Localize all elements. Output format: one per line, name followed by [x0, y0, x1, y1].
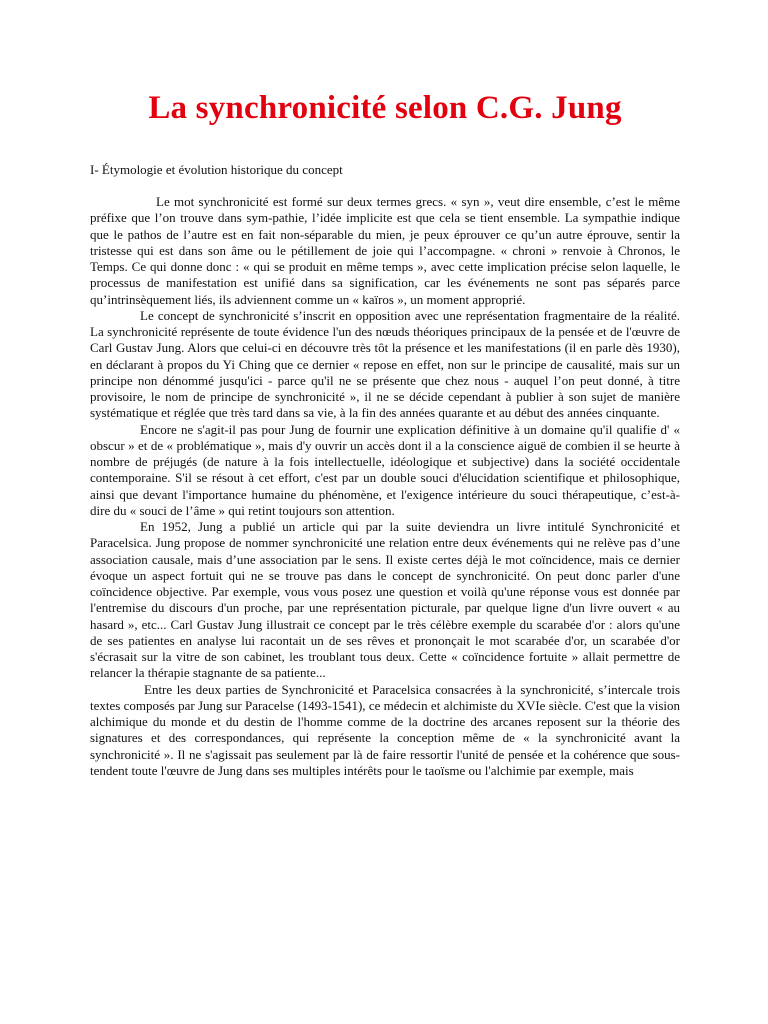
paragraph-concept: Le concept de synchronicité s’inscrit en opposition avec une représentation fragmentaire de la réalité. La synchronicité représente de toute évidence l'un des nœuds théoriques principaux de la pensée et de l'œuvre de Carl Gustav Jung. Alors que celui-ci en découvre très tôt la présence et les manifestations (il en parle dès 1930), en déclarant à propos du Yi Ching que ce dernier « repose en effet, non sur le principe de causalité, mais sur un principe non dénommé jusqu'ici - parce qu'il ne se présente que chez nous - auquel l’on peut donné, à titre provisoire, le nom de principe de synchronicité », il ne se décide cependant à publier à son sujet de manière systématique et réglée que très tard dans sa vie, à la fin des années quarante et au début des années cinquante. [90, 307, 680, 421]
section-heading: I- Étymologie et évolution historique du concept [90, 162, 343, 177]
document-title: La synchronicité selon C.G. Jung [148, 90, 622, 126]
paragraph-explanation: Encore ne s'agit-il pas pour Jung de fournir une explication définitive à un domaine qu'il qualifie d' « obscur » et de « problématique », mais d'y ouvrir un accès dont il a la conscience aiguë de combien il se heurte à nombre de préjugés (de nature à la fois intellectuelle, idéologique et subjective) dans la société occidentale contemporaine. S'il se résout à cet effort, c'est par un double souci d'élucidation scientifique et philosophique, ainsi que devant l'importance humaine du phénomène, et l'exigence intérieure du souci thérapeutique, c’est-à-dire du « souci de l’âme » qui retint toujours son attention. [90, 421, 680, 518]
document-body [90, 194, 680, 779]
paragraph-etymology: Le mot synchronicité est formé sur deux termes grecs. « syn », veut dire ensemble, c’est le même préfixe que l’on trouve dans sym-pathie, l’idée implicite est que cela se tient ensemble. La sympathie indique que le pathos de l’autre est en fait non-séparable du mien, je peux éprouver ce qu’un autre éprouve, sentir la tristesse qui est dans son âme ou le pétillement de joie qui l’accompagne. « chroni » renvoie à Chronos, le Temps. Ce qui donne donc : « qui se produit en même temps », avec cette implication précise selon laquelle, le processus de manifestation est unifié dans sa signification, car les événements ne sont pas séparés parce qu’intrinsèquement liés, ils adviennent comme un « kaïros », un moment approprié. [90, 194, 680, 307]
paragraph-1952: En 1952, Jung a publié un article qui par la suite deviendra un livre intitulé Synchronicité et Paracelsica. Jung propose de nommer synchronicité une relation entre deux événements qui ne relève pas d’une association causale, mais d’une association par le sens. Il existe certes déjà le mot coïncidence, mais ce dernier évoque un aspect fortuit qui ne se trouve pas dans le concept de synchronicité. On peut donc parler d'une coïncidence objective. Par exemple, vous vous posez une question et voilà qu'une réponse vous est donnée par l'entremise du discours d'un proche, par une représentation picturale, par quelque ligne d'un livre ouvert « au hasard », etc... Carl Gustav Jung illustrait ce concept par le très célèbre exemple du scarabée d'or : alors qu'une de ses patientes en analyse lui racontait un de ses rêves et prononçait le mot scarabée d'or, un scarabée d'or s'écrasait sur la vitre de son cabinet, les troublant tous deux. Cette « coïncidence fortuite » allait permettre de relancer la thérapie stagnante de sa patiente... [90, 519, 680, 681]
paragraph-paracelsica: Entre les deux parties de Synchronicité et Paracelsica consacrées à la synchronicité, s’intercale trois textes composés par Jung sur Paracelse (1493-1541), ce médecin et alchimiste du XVIe siècle. C'est que la vision alchimique du monde et du destin de l'homme comme de la doctrine des arcanes reposent sur la théorie des signatures et des correspondances, qui représente la conception même de « la synchronicité avant la synchronicité ». Il ne s'agissait pas seulement par là de faire ressortir l'unité de pensée et la cohérence que sous-tendent toute l'œuvre de Jung dans ses multiples intérêts pour le taoïsme ou l'alchimie par exemple, mais [90, 681, 680, 778]
